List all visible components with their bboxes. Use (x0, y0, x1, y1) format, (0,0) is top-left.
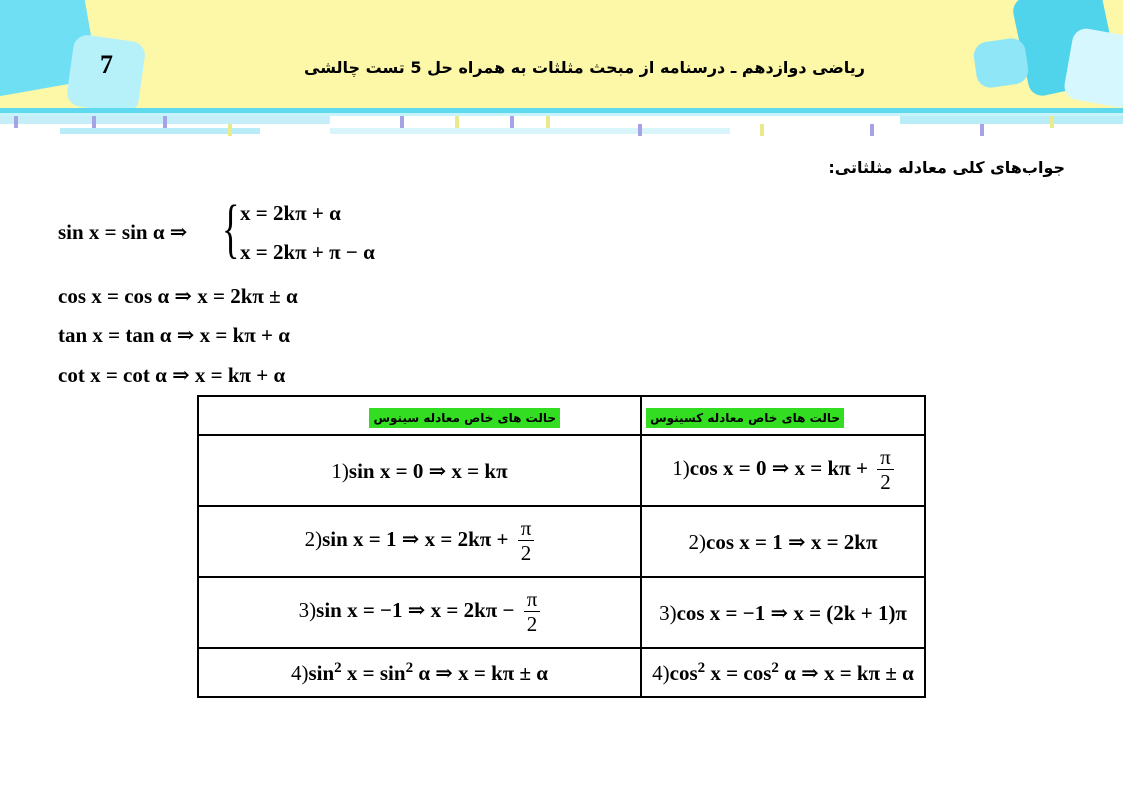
formula-cot: cot x = cot α ⇒ x = kπ + α (58, 363, 286, 387)
case-equation: sin x = 1 ⇒ x = 2kπ + (322, 527, 509, 552)
fraction (877, 445, 894, 495)
table-header-row (198, 396, 925, 435)
page-number: 7 (100, 50, 113, 79)
table-row (198, 435, 925, 506)
case-number: 1) (672, 456, 690, 481)
table-header-sine (198, 396, 641, 435)
formula-sin-case2: x = 2kπ + π − α (240, 240, 375, 264)
case-number: 3) (298, 598, 317, 623)
case-equation: x = sin (346, 660, 406, 685)
header-band (0, 116, 1123, 140)
case-number: 4) (652, 660, 670, 685)
table-cell (198, 506, 641, 577)
table-row (198, 577, 925, 648)
formula-cos: cos x = cos α ⇒ x = 2kπ ± α (58, 284, 298, 308)
table-cell (198, 648, 641, 697)
case-function: cos (669, 660, 698, 685)
fraction (524, 587, 541, 637)
exponent: 2 (697, 659, 706, 676)
case-equation: cos x = 1 ⇒ x = 2kπ (706, 529, 878, 554)
case-number: 3) (659, 600, 677, 625)
case-equation: cos x = 0 ⇒ x = kπ + (689, 456, 868, 481)
fraction-denominator: 2 (880, 470, 891, 495)
exponent: 2 (405, 659, 414, 676)
fraction (518, 516, 535, 566)
page-header (0, 0, 1123, 140)
table-cell (641, 435, 925, 506)
case-number: 2) (304, 527, 323, 552)
special-cases-table (197, 395, 926, 698)
header-cosine-label: حالت های خاص معادله کسینوس (646, 408, 844, 428)
formula-sin-case1: x = 2kπ + α (240, 201, 341, 225)
case-equation: sin x = −1 ⇒ x = 2kπ − (316, 598, 515, 623)
table-cell (641, 577, 925, 648)
decor-square (972, 37, 1030, 90)
table-cell (641, 506, 925, 577)
header-sine-label: حالت های خاص معادله سینوس (369, 408, 560, 428)
case-number: 4) (290, 660, 309, 685)
case-equation: x = cos (710, 660, 772, 685)
brace-symbol: { (222, 192, 240, 265)
table-cell (198, 435, 641, 506)
table-row (198, 648, 925, 697)
case-function: sin (308, 660, 335, 685)
fraction-numerator: π (877, 445, 894, 470)
formula-tan: tan x = tan α ⇒ x = kπ + α (58, 323, 290, 347)
case-equation: α ⇒ x = kπ ± α (418, 660, 549, 685)
section-heading: جواب‌های کلی معادله مثلثاتی: (828, 158, 1065, 177)
table-cell (641, 648, 925, 697)
table-cell (198, 577, 641, 648)
fraction-denominator: 2 (520, 541, 532, 566)
table-row (198, 506, 925, 577)
fraction-numerator: π (518, 516, 535, 541)
case-equation: cos x = −1 ⇒ x = (2k + 1)π (676, 600, 907, 625)
fraction-numerator: π (524, 587, 541, 612)
formula-sin-lhs: sin x = sin α ⇒ (58, 220, 188, 244)
header-title: ریاضی دوازدهم ـ درسنامه از مبحث مثلثات به همراه حل 5 تست چالشی (304, 58, 865, 77)
exponent: 2 (334, 659, 342, 676)
exponent: 2 (771, 659, 779, 676)
table-header-cosine (641, 396, 925, 435)
fraction-denominator: 2 (526, 612, 538, 637)
case-equation: α ⇒ x = kπ ± α (784, 660, 914, 685)
case-number: 2) (688, 529, 707, 554)
case-equation: sin x = 0 ⇒ x = kπ (348, 458, 508, 483)
case-number: 1) (331, 458, 349, 483)
